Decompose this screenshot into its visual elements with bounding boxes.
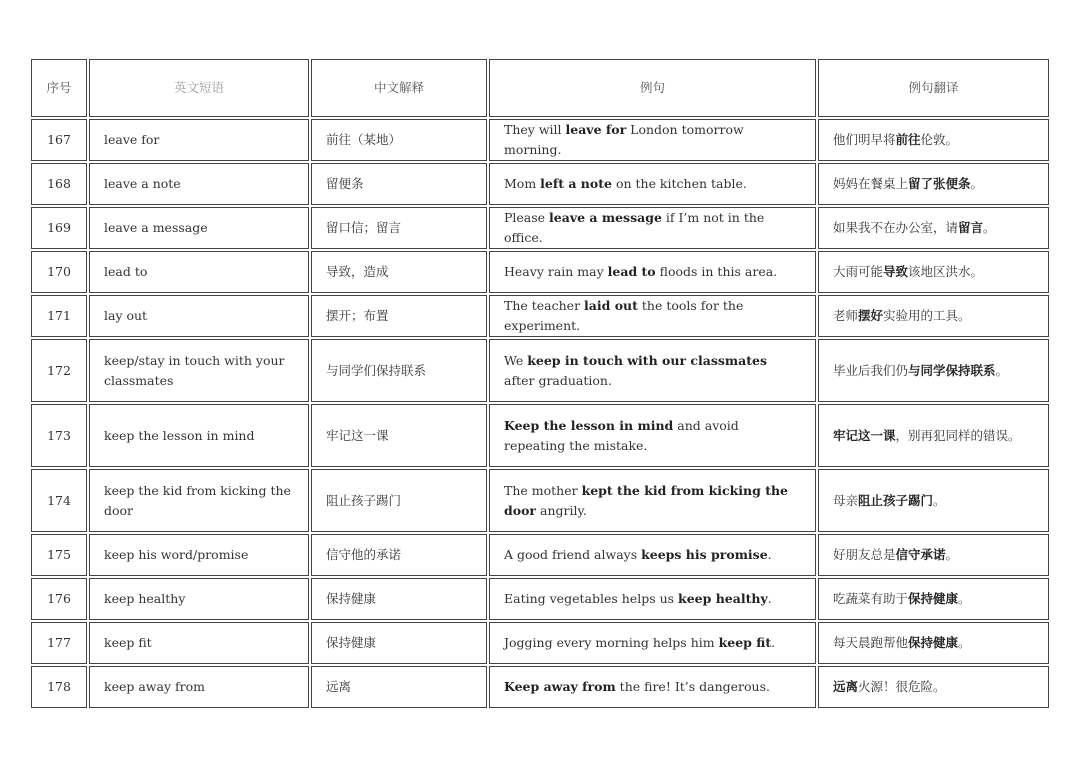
text-segment: 吃蔬菜有助于 [833,591,909,606]
table-row [31,163,1049,205]
text-segment: The mother [504,482,582,498]
row-number: 168 [31,163,87,205]
table-row [31,119,1049,161]
highlighted-phrase: 远离 [833,679,859,694]
example-translation [818,295,1049,337]
table-row [31,534,1049,576]
text-segment: 火源！很危险。 [858,679,946,694]
highlighted-phrase: keeps his promise [641,547,768,562]
text-segment: . [771,635,776,650]
text-segment: floods in this area. [655,264,778,279]
highlighted-phrase: keep fit [718,635,772,650]
text-segment: and avoid repeating the mistake. [504,417,739,453]
text-segment: The teacher [504,298,585,313]
example-sentence [489,251,816,293]
highlighted-phrase: 留了张便条 [908,176,971,191]
vocabulary-table [29,57,1051,710]
example-sentence [489,163,816,205]
highlighted-phrase: 与同学保持联系 [908,362,996,378]
text-segment: 。 [958,591,971,606]
text-segment: We [504,352,528,368]
highlighted-phrase: 留言 [958,220,984,235]
text-segment: 。 [995,362,1009,378]
text-segment: 大雨可能 [833,264,884,279]
highlighted-phrase: 摆好 [858,308,884,323]
text-segment: . [767,547,772,562]
english-phrase: keep healthy [89,578,309,620]
row-number: 177 [31,622,87,664]
text-segment: London tomorrow morning. [504,122,744,157]
english-phrase: leave for [89,119,309,161]
text-segment: after graduation. [504,372,612,388]
example-translation [818,163,1049,205]
text-segment: the tools for the experiment. [504,298,744,333]
text-segment: 。 [983,220,996,235]
text-segment: 每天晨跑帮他 [833,635,909,650]
header-phrase: 英文短语 [89,59,309,117]
row-number: 169 [31,207,87,249]
example-translation [818,622,1049,664]
text-segment: 老师 [833,308,859,323]
text-segment: 实验用的工具。 [883,308,971,323]
text-segment: 。 [945,547,959,562]
example-sentence [489,119,816,161]
text-segment: 妈妈在餐桌上 [833,176,909,191]
highlighted-phrase: lead to [607,264,656,279]
example-translation [818,207,1049,249]
english-phrase: keep the lesson in mind [89,404,309,467]
text-segment: 好朋友总是 [833,547,896,562]
table-row [31,469,1049,532]
table-row [31,578,1049,620]
table-row [31,339,1049,402]
highlighted-phrase: 阻止孩子踢门 [858,492,934,508]
row-number: 176 [31,578,87,620]
text-segment: 母亲 [833,492,859,508]
highlighted-phrase: 前往 [895,132,921,147]
highlighted-phrase: 信守承诺 [895,547,946,562]
example-translation [818,119,1049,161]
text-segment: Jogging every morning helps him [504,635,719,650]
text-segment: Mom [504,176,541,191]
text-segment: 伦敦。 [920,132,959,147]
chinese-meaning: 信守他的承诺 [311,534,487,576]
english-phrase: lay out [89,295,309,337]
example-translation [818,404,1049,467]
highlighted-phrase: keep in touch with our classmates [527,352,768,368]
text-segment: if I’m not in the office. [504,210,765,245]
example-sentence [489,666,816,708]
highlighted-phrase: Keep the lesson in mind [504,417,674,433]
highlighted-phrase: 保持健康 [908,635,959,650]
table-row [31,622,1049,664]
chinese-meaning: 保持健康 [311,622,487,664]
chinese-meaning: 留口信；留言 [311,207,487,249]
example-sentence [489,404,816,467]
row-number: 178 [31,666,87,708]
text-segment: Please [504,210,550,225]
header-example: 例句 [489,59,816,117]
english-phrase: keep away from [89,666,309,708]
chinese-meaning: 牢记这一课 [311,404,487,467]
table-row [31,251,1049,293]
chinese-meaning: 保持健康 [311,578,487,620]
row-number: 175 [31,534,87,576]
example-sentence [489,295,816,337]
row-number: 171 [31,295,87,337]
example-sentence [489,469,816,532]
example-sentence [489,339,816,402]
chinese-meaning: 远离 [311,666,487,708]
text-segment: 该地区洪水。 [908,264,984,279]
chinese-meaning: 与同学们保持联系 [311,339,487,402]
english-phrase: lead to [89,251,309,293]
chinese-meaning: 阻止孩子踢门 [311,469,487,532]
english-phrase: keep the kid from kicking the door [89,469,309,532]
text-segment: Eating vegetables helps us [504,591,679,606]
highlighted-phrase: 导致 [883,264,909,279]
example-translation [818,578,1049,620]
example-translation [818,251,1049,293]
highlighted-phrase: kept the kid from kicking the door [504,482,789,518]
example-translation [818,534,1049,576]
header-meaning: 中文解释 [311,59,487,117]
row-number: 167 [31,119,87,161]
example-sentence [489,578,816,620]
chinese-meaning: 摆开；布置 [311,295,487,337]
example-sentence [489,622,816,664]
text-segment: A good friend always [504,547,642,562]
text-segment: . [767,591,772,606]
english-phrase: leave a message [89,207,309,249]
highlighted-phrase: Keep away from [504,679,616,694]
text-segment: 毕业后我们仍 [833,362,909,378]
header-row [31,59,1049,117]
text-segment: Heavy rain may [504,264,608,279]
highlighted-phrase: 保持健康 [908,591,959,606]
highlighted-phrase: leave for [565,122,627,137]
table-row [31,666,1049,708]
english-phrase: keep/stay in touch with your classmates [89,339,309,402]
text-segment: the fire! It’s dangerous. [615,679,770,694]
example-translation [818,469,1049,532]
header-num: 序号 [31,59,87,117]
table-row [31,404,1049,467]
english-phrase: keep his word/promise [89,534,309,576]
example-translation [818,666,1049,708]
table-row [31,207,1049,249]
text-segment: 他们明早将 [833,132,896,147]
example-sentence [489,207,816,249]
example-sentence [489,534,816,576]
text-segment: 。 [958,635,971,650]
text-segment: 。 [970,176,984,191]
highlighted-phrase: laid out [584,298,638,313]
row-number: 170 [31,251,87,293]
chinese-meaning: 导致，造成 [311,251,487,293]
row-number: 173 [31,404,87,467]
english-phrase: keep fit [89,622,309,664]
highlighted-phrase: 牢记这一课 [833,427,896,443]
table-body [31,119,1049,708]
text-segment: 如果我不在办公室，请 [833,220,959,235]
highlighted-phrase: keep healthy [678,591,768,606]
row-number: 172 [31,339,87,402]
text-segment: angrily. [536,502,587,518]
header-translation: 例句翻译 [818,59,1049,117]
text-segment: ，别再犯同样的错误。 [895,427,1021,443]
table-row [31,295,1049,337]
text-segment: on the kitchen table. [611,176,747,191]
english-phrase: leave a note [89,163,309,205]
row-number: 174 [31,469,87,532]
highlighted-phrase: leave a message [549,210,662,225]
text-segment: They will [504,122,566,137]
example-translation [818,339,1049,402]
chinese-meaning: 前往（某地） [311,119,487,161]
highlighted-phrase: left a note [540,176,612,191]
chinese-meaning: 留便条 [311,163,487,205]
text-segment: 。 [933,492,946,508]
